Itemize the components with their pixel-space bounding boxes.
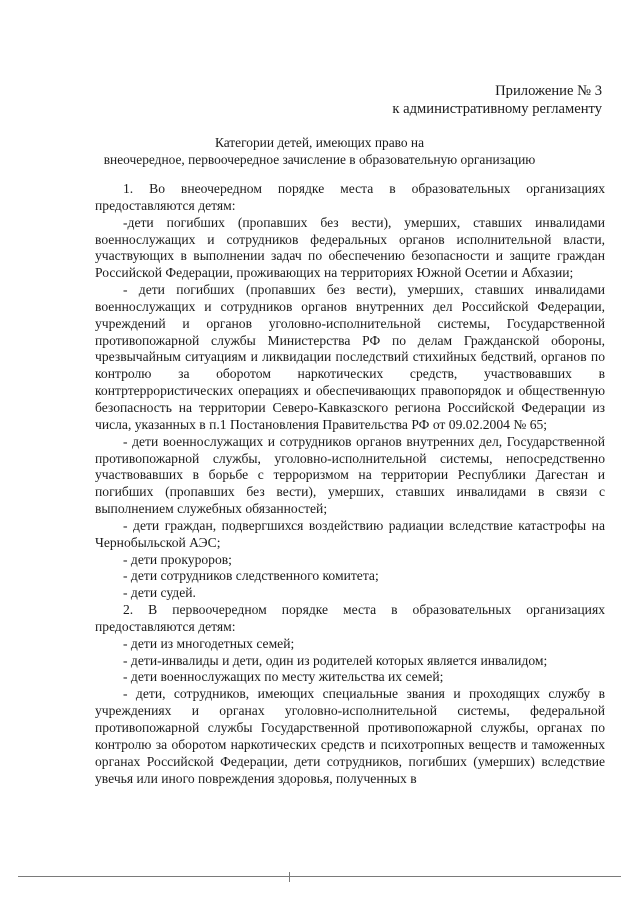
list-item: -дети погибших (пропавших без вести), умерших, ставших инвалидами военнослужащих и сотрудников федеральных органов исполнительной власти, участвующих в выполнении задач по обеспечению безопасности и защите граждан Российской Федерации, проживающих на территориях Южной Осетии и Абхазии; (95, 214, 605, 281)
list-item: - дети военнослужащих и сотрудников органов внутренних дел, Государственной противопожарной службы, уголовно-исполнительной системы, непосредственно участвовавших в борьбе с терроризмом на территории Республики Дагестан и погибших (пропавших без вести), умерших, ставших инвалидами в связи с выполнением служебных обязанностей; (95, 433, 605, 517)
appendix-regulation: к административному регламенту (392, 101, 602, 117)
document-body (95, 181, 605, 787)
list-item: - дети, сотрудников, имеющих специальные звания и проходящих службу в учреждениях и органах уголовно-исполнительной системы, федеральной противопожарной службы Государственной противопожарной службы, органах по контролю за оборотом наркотических средств и психотропных веществ и таможенных органах Российской Федерации, дети сотрудников, погибших (умерших) вследствие увечья или иного повреждения здоровья, полученных в (95, 686, 605, 786)
page-bottom-divider (18, 876, 621, 877)
page-bottom-tick (289, 872, 290, 882)
list-item: - дети граждан, подвергшихся воздействию радиации вследствие катастрофы на Чернобыльской АЭС; (95, 517, 605, 550)
list-item: - дети-инвалиды и дети, один из родителей которых является инвалидом; (123, 652, 548, 668)
list-item: - дети погибших (пропавших без вести), умерших, ставших инвалидами военнослужащих и сотрудников органов внутренних дел Российской Федерации, учреждений и органов уголовно-исполнительной системы, Государственной противопожарной службы Министерства РФ по делам Гражданской обороны, чрезвычайным ситуациям и ликвидации последствий стихийных бедствий, органов по контролю за оборотом наркотических средств, участвовавших в контртеррористических операциях и обеспечивающих правопорядок и общественную безопасность на территории Северо-Кавказского региона Российской Федерации из числа, указанных в п.1 Постановления Правительства РФ от 09.02.2004 № 65; (95, 282, 605, 432)
appendix-reference (392, 82, 602, 118)
list-item: - дети судей. (123, 585, 196, 601)
list-item: - дети военнослужащих по месту жительства их семей; (123, 669, 444, 685)
section-2-intro: 2. В первоочередном порядке места в образовательных организациях предоставляются детям: (95, 602, 605, 634)
list-item: - дети прокуроров; (123, 551, 232, 567)
list-item: - дети из многодетных семей; (123, 635, 295, 651)
appendix-number: Приложение № 3 (495, 83, 602, 99)
heading-line-1: Категории детей, имеющих право на (214, 135, 425, 150)
section-1-intro: 1. Во внеочередном порядке места в образовательных организациях предоставляются детям: (95, 181, 605, 213)
heading-line-2: внеочередное, первоочередное зачисление в образовательную организацию (103, 152, 536, 167)
document-heading (0, 134, 639, 168)
list-item: - дети сотрудников следственного комитета; (123, 568, 379, 584)
